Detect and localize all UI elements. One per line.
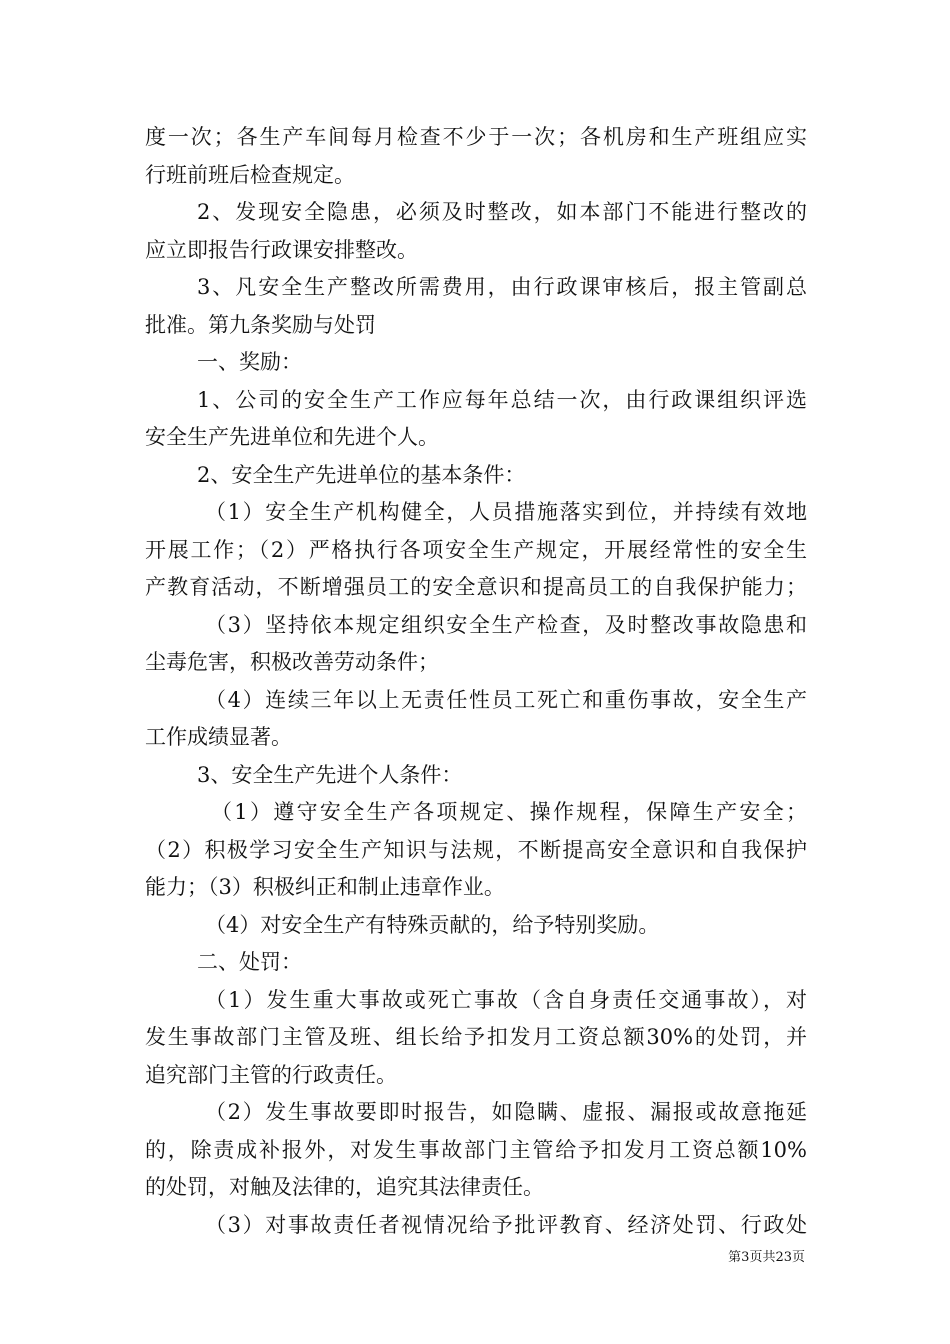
- section-heading: 二、处罚：: [197, 950, 302, 974]
- text-line: 尘毒危害，积极改善劳动条件；: [145, 650, 439, 674]
- text-line: （1）安全生产机构健全，人员措施落实到位，并持续有效地: [205, 500, 807, 524]
- text-line: （2）积极学习安全生产知识与法规，不断提高安全意识和自我保护: [145, 837, 807, 862]
- text-line: 能力；（3）积极纠正和制止违章作业。: [145, 875, 505, 899]
- text-line: 安全生产先进单位和先进个人。: [145, 425, 439, 449]
- text-line: （2）发生事故要即时报告，如隐瞒、虚报、漏报或故意拖延: [205, 1100, 807, 1124]
- text-line: （3）对事故责任者视情况给予批评教育、经济处罚、行政处: [205, 1212, 807, 1237]
- text-line: 3、安全生产先进个人条件：: [197, 762, 463, 787]
- page-number: 第3页共23页: [728, 1250, 805, 1265]
- text-line: （3）坚持依本规定组织安全生产检查，及时整改事故隐患和: [205, 612, 807, 637]
- text-line: （4）连续三年以上无责任性员工死亡和重伤事故，安全生产: [205, 687, 807, 712]
- text-line: （1）发生重大事故或死亡事故（含自身责任交通事故），对: [205, 987, 807, 1012]
- text-line: 2、发现安全隐患，必须及时整改，如本部门不能进行整改的: [197, 200, 807, 224]
- text-line: 行班前班后检查规定。: [145, 162, 355, 187]
- section-heading: 一、奖励：: [197, 350, 302, 374]
- text-line: 1、公司的安全生产工作应每年总结一次，由行政课组织评选: [197, 387, 807, 412]
- text-line: 2、安全生产先进单位的基本条件：: [197, 462, 526, 487]
- text-line: 开展工作；（2）严格执行各项安全生产规定，开展经常性的安全生: [145, 537, 807, 562]
- text-line: 产教育活动，不断增强员工的安全意识和提高员工的自我保护能力；: [145, 575, 807, 599]
- text-line: 3、凡安全生产整改所需费用，由行政课审核后，报主管副总: [197, 275, 807, 299]
- text-line: （4）对安全生产有特殊贡献的，给予特别奖励。: [205, 912, 660, 937]
- document-body: [145, 119, 807, 1244]
- text-line: 的处罚，对触及法律的，追究其法律责任。: [145, 1175, 544, 1199]
- text-line: 批准。第九条奖励与处罚: [145, 312, 376, 337]
- text-line: （1）遵守安全生产各项规定、操作规程，保障生产安全；: [211, 800, 807, 824]
- text-line: 度一次；各生产车间每月检查不少于一次；各机房和生产班组应实: [145, 125, 807, 149]
- text-line: 发生事故部门主管及班、组长给予扣发月工资总额30%的处罚，并: [145, 1025, 807, 1049]
- text-line: 的，除责成补报外，对发生事故部门主管给予扣发月工资总额10%: [145, 1137, 807, 1162]
- text-line: 工作成绩显著。: [145, 725, 292, 749]
- text-line: 追究部门主管的行政责任。: [145, 1062, 397, 1087]
- text-line: 应立即报告行政课安排整改。: [145, 237, 418, 262]
